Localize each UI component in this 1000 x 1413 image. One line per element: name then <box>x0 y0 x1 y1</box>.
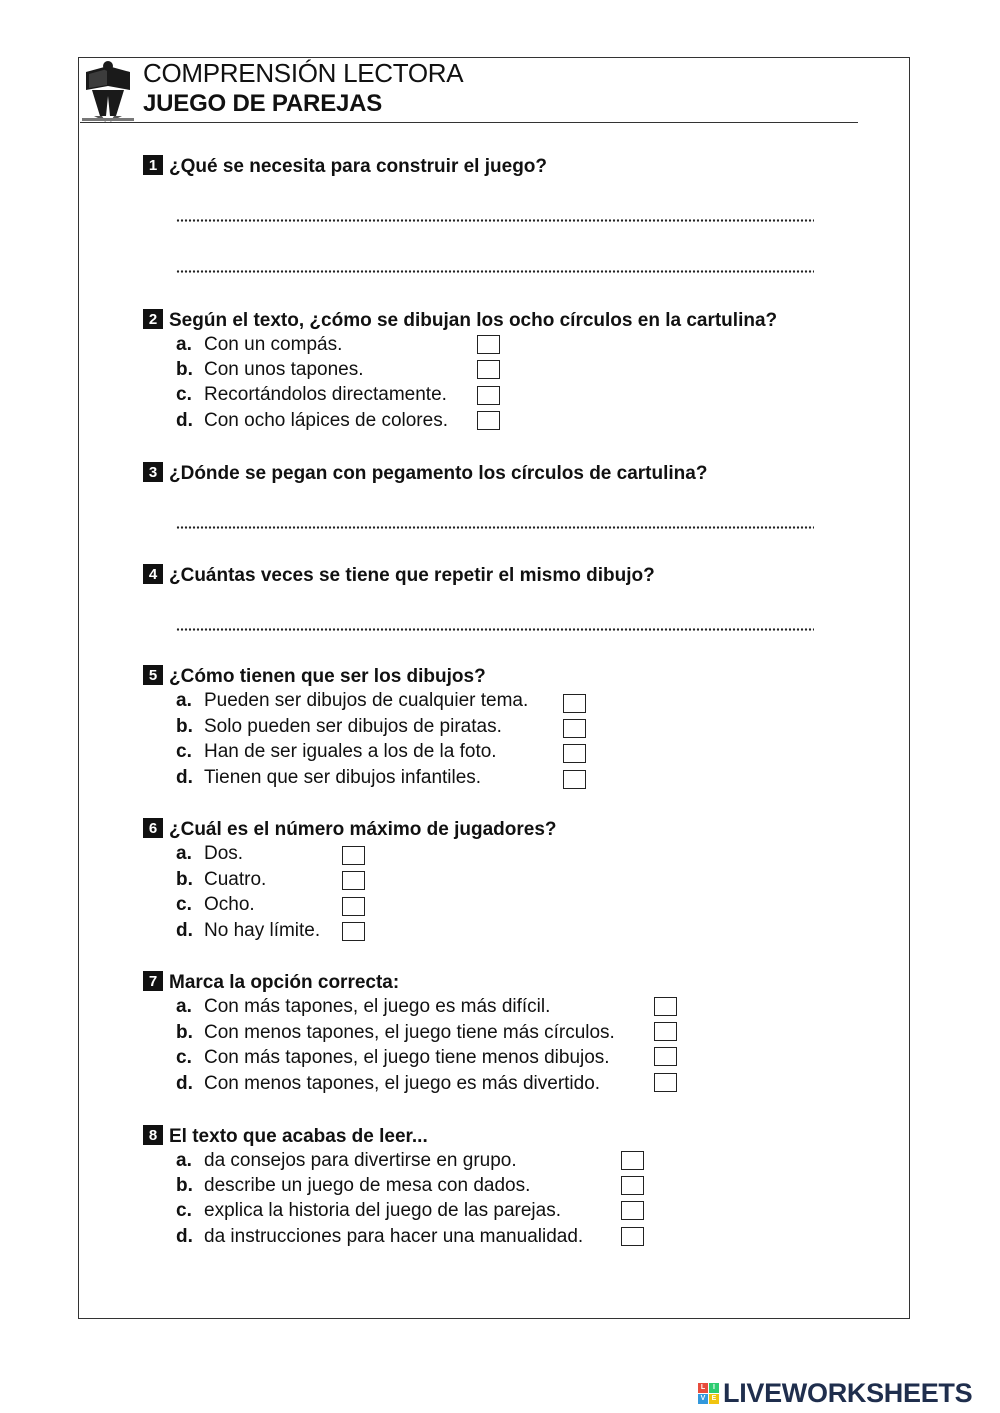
answer-line-q4[interactable] <box>176 628 814 631</box>
option-q6-d: d. No hay límite. <box>176 920 321 941</box>
checkbox-q6-c[interactable] <box>342 897 365 916</box>
question-number: 1 <box>143 155 163 175</box>
option-q2-d: d. Con ocho lápices de colores. <box>176 410 448 431</box>
option-q8-a: a. da consejos para divertirse en grupo. <box>176 1150 517 1171</box>
option-q2-b: b. Con unos tapones. <box>176 359 364 380</box>
question-text: ¿Dónde se pegan con pegamento los círculos de cartulina? <box>169 463 708 484</box>
question-text: Según el texto, ¿cómo se dibujan los ocho círculos en la cartulina? <box>169 310 778 331</box>
checkbox-q8-d[interactable] <box>621 1227 644 1246</box>
checkbox-q6-a[interactable] <box>342 846 365 865</box>
option-q6-c: c. Ocho. <box>176 894 255 915</box>
question-text: El texto que acabas de leer... <box>169 1126 428 1147</box>
option-q5-d: d. Tienen que ser dibujos infantiles. <box>176 767 482 788</box>
question-text: ¿Cómo tienen que ser los dibujos? <box>169 666 486 687</box>
page-subtitle: JUEGO DE PAREJAS <box>143 90 383 117</box>
option-q2-a: a. Con un compás. <box>176 334 343 355</box>
question-6 <box>143 818 557 841</box>
option-q8-c: c. explica la historia del juego de las parejas. <box>176 1200 561 1221</box>
question-text: ¿Cuántas veces se tiene que repetir el mismo dibujo? <box>169 565 655 586</box>
checkbox-q5-d[interactable] <box>563 770 586 789</box>
checkbox-q7-d[interactable] <box>654 1073 677 1092</box>
option-q5-a: a. Pueden ser dibujos de cualquier tema. <box>176 690 529 711</box>
option-q6-a: a. Dos. <box>176 843 244 864</box>
option-q5-c: c. Han de ser iguales a los de la foto. <box>176 741 497 762</box>
answer-line-q1-1[interactable] <box>176 219 814 222</box>
brand-mark-icon: L I V E <box>698 1383 719 1404</box>
question-text: Marca la opción correcta: <box>169 972 400 993</box>
checkbox-q5-b[interactable] <box>563 719 586 738</box>
question-8 <box>143 1125 428 1148</box>
question-number: 7 <box>143 971 163 991</box>
option-q8-d: d. da instrucciones para hacer una manualidad. <box>176 1226 584 1247</box>
option-q2-c: c. Recortándolos directamente. <box>176 384 447 405</box>
option-q7-d: d. Con menos tapones, el juego es más divertido. <box>176 1073 601 1094</box>
option-q5-b: b. Solo pueden ser dibujos de piratas. <box>176 716 502 737</box>
checkbox-q2-d[interactable] <box>477 411 500 430</box>
checkbox-q7-a[interactable] <box>654 997 677 1016</box>
option-q6-b: b. Cuatro. <box>176 869 267 890</box>
option-q7-c: c. Con más tapones, el juego tiene menos dibujos. <box>176 1047 610 1068</box>
header-divider <box>80 122 858 123</box>
question-2 <box>143 309 777 332</box>
answer-line-q3[interactable] <box>176 526 814 529</box>
option-q7-b: b. Con menos tapones, el juego tiene más círculos. <box>176 1022 615 1043</box>
question-4 <box>143 564 655 587</box>
checkbox-q5-c[interactable] <box>563 744 586 763</box>
checkbox-q6-d[interactable] <box>342 922 365 941</box>
question-number: 3 <box>143 462 163 482</box>
checkbox-q5-a[interactable] <box>563 694 586 713</box>
checkbox-q8-b[interactable] <box>621 1176 644 1195</box>
checkbox-q2-c[interactable] <box>477 386 500 405</box>
question-text: ¿Qué se necesita para construir el juego? <box>169 156 548 177</box>
question-text: ¿Cuál es el número máximo de jugadores? <box>169 819 557 840</box>
question-number: 8 <box>143 1125 163 1145</box>
option-q7-a: a. Con más tapones, el juego es más difícil. <box>176 996 551 1017</box>
question-number: 4 <box>143 564 163 584</box>
checkbox-q2-a[interactable] <box>477 335 500 354</box>
liveworksheets-logo <box>698 1378 972 1408</box>
checkbox-q8-c[interactable] <box>621 1201 644 1220</box>
question-5 <box>143 665 486 688</box>
checkbox-q6-b[interactable] <box>342 871 365 890</box>
question-number: 5 <box>143 665 163 685</box>
question-3 <box>143 462 707 485</box>
question-1 <box>143 155 547 178</box>
page-title: COMPRENSIÓN LECTORA <box>143 58 464 88</box>
reading-child-logo-icon <box>80 60 136 124</box>
question-number: 2 <box>143 309 163 329</box>
brand-name: LIVEWORKSHEETS <box>723 1377 973 1408</box>
checkbox-q7-c[interactable] <box>654 1047 677 1066</box>
question-number: 6 <box>143 818 163 838</box>
checkbox-q7-b[interactable] <box>654 1022 677 1041</box>
question-7 <box>143 971 399 994</box>
option-q8-b: b. describe un juego de mesa con dados. <box>176 1175 531 1196</box>
checkbox-q8-a[interactable] <box>621 1151 644 1170</box>
checkbox-q2-b[interactable] <box>477 360 500 379</box>
answer-line-q1-2[interactable] <box>176 270 814 273</box>
